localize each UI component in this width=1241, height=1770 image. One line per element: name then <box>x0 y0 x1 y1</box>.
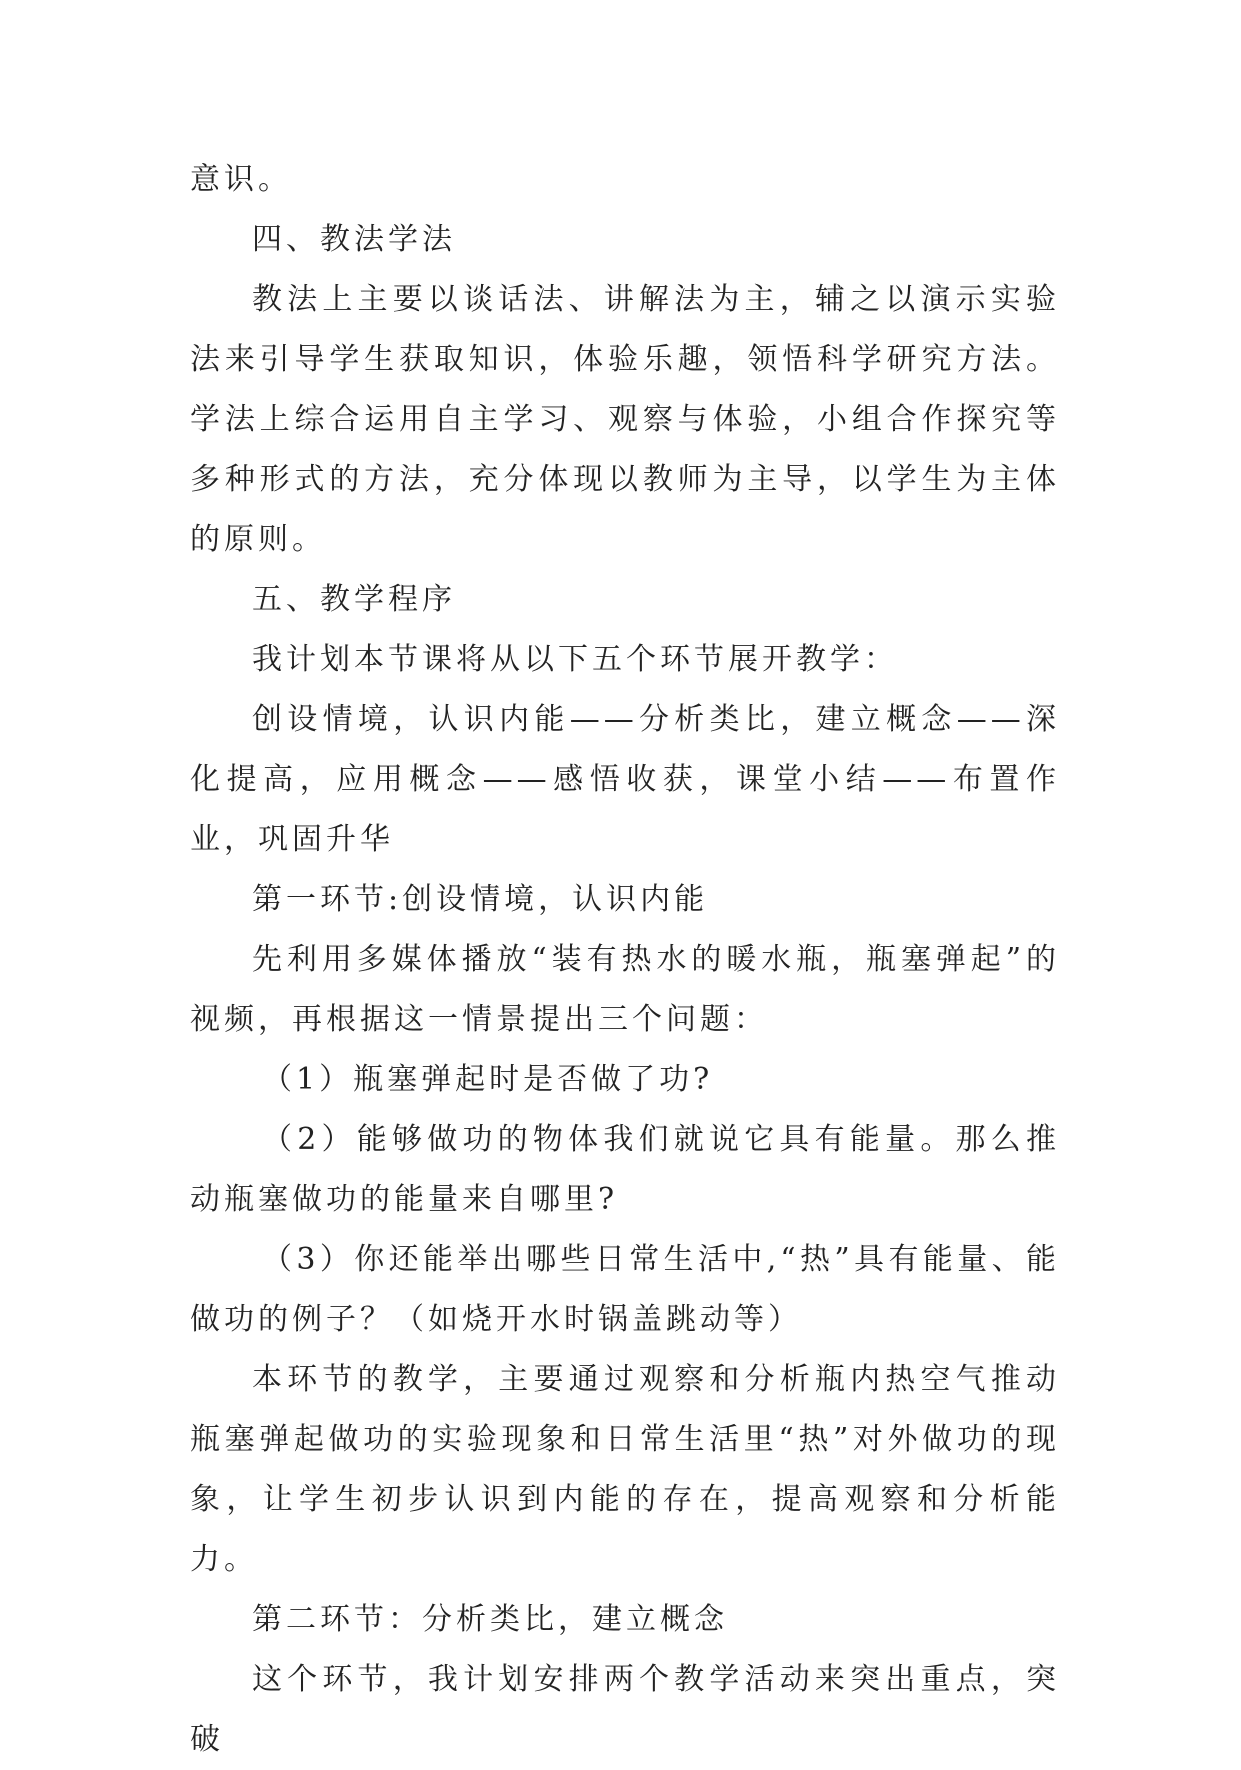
subsection-heading: 第二环节：分析类比，建立概念 <box>252 1602 728 1637</box>
question-item: （3）你还能举出哪些日常生活中,“热”具有能量、能做功的例子？（如烧开水时锅盖跳动等） <box>190 1242 1060 1337</box>
body-text <box>190 150 1060 1770</box>
paragraph: 教法上主要以谈话法、讲解法为主，辅之以演示实验法来引导学生获取知识，体验乐趣，领悟科学研究方法。学法上综合运用自主学习、观察与体验，小组合作探究等多种形式的方法，充分体现以教师为主导，以学生为主体的原则。 <box>190 282 1060 557</box>
paragraph: 创设情境，认识内能——分析类比，建立概念——深化提高，应用概念——感悟收获，课堂小结——布置作业，巩固升华 <box>190 702 1060 857</box>
subsection-heading: 第一环节:创设情境，认识内能 <box>252 882 709 917</box>
paragraph: 本环节的教学，主要通过观察和分析瓶内热空气推动瓶塞弹起做功的实验现象和日常生活里“热”对外做功的现象，让学生初步认识到内能的存在，提高观察和分析能力。 <box>190 1362 1060 1577</box>
paragraph: 意识。 <box>190 162 292 197</box>
question-item: （1）瓶塞弹起时是否做了功? <box>262 1062 714 1097</box>
question-item: （2）能够做功的物体我们就说它具有能量。那么推动瓶塞做功的能量来自哪里? <box>190 1122 1060 1217</box>
paragraph: 我计划本节课将从以下五个环节展开教学： <box>252 642 898 677</box>
section-heading: 五、教学程序 <box>252 582 456 617</box>
section-heading: 四、教法学法 <box>252 222 456 257</box>
paragraph: 这个环节，我计划安排两个教学活动来突出重点，突破 <box>190 1662 1060 1757</box>
paragraph: 先利用多媒体播放“装有热水的暖水瓶，瓶塞弹起”的视频，再根据这一情景提出三个问题： <box>190 942 1060 1037</box>
